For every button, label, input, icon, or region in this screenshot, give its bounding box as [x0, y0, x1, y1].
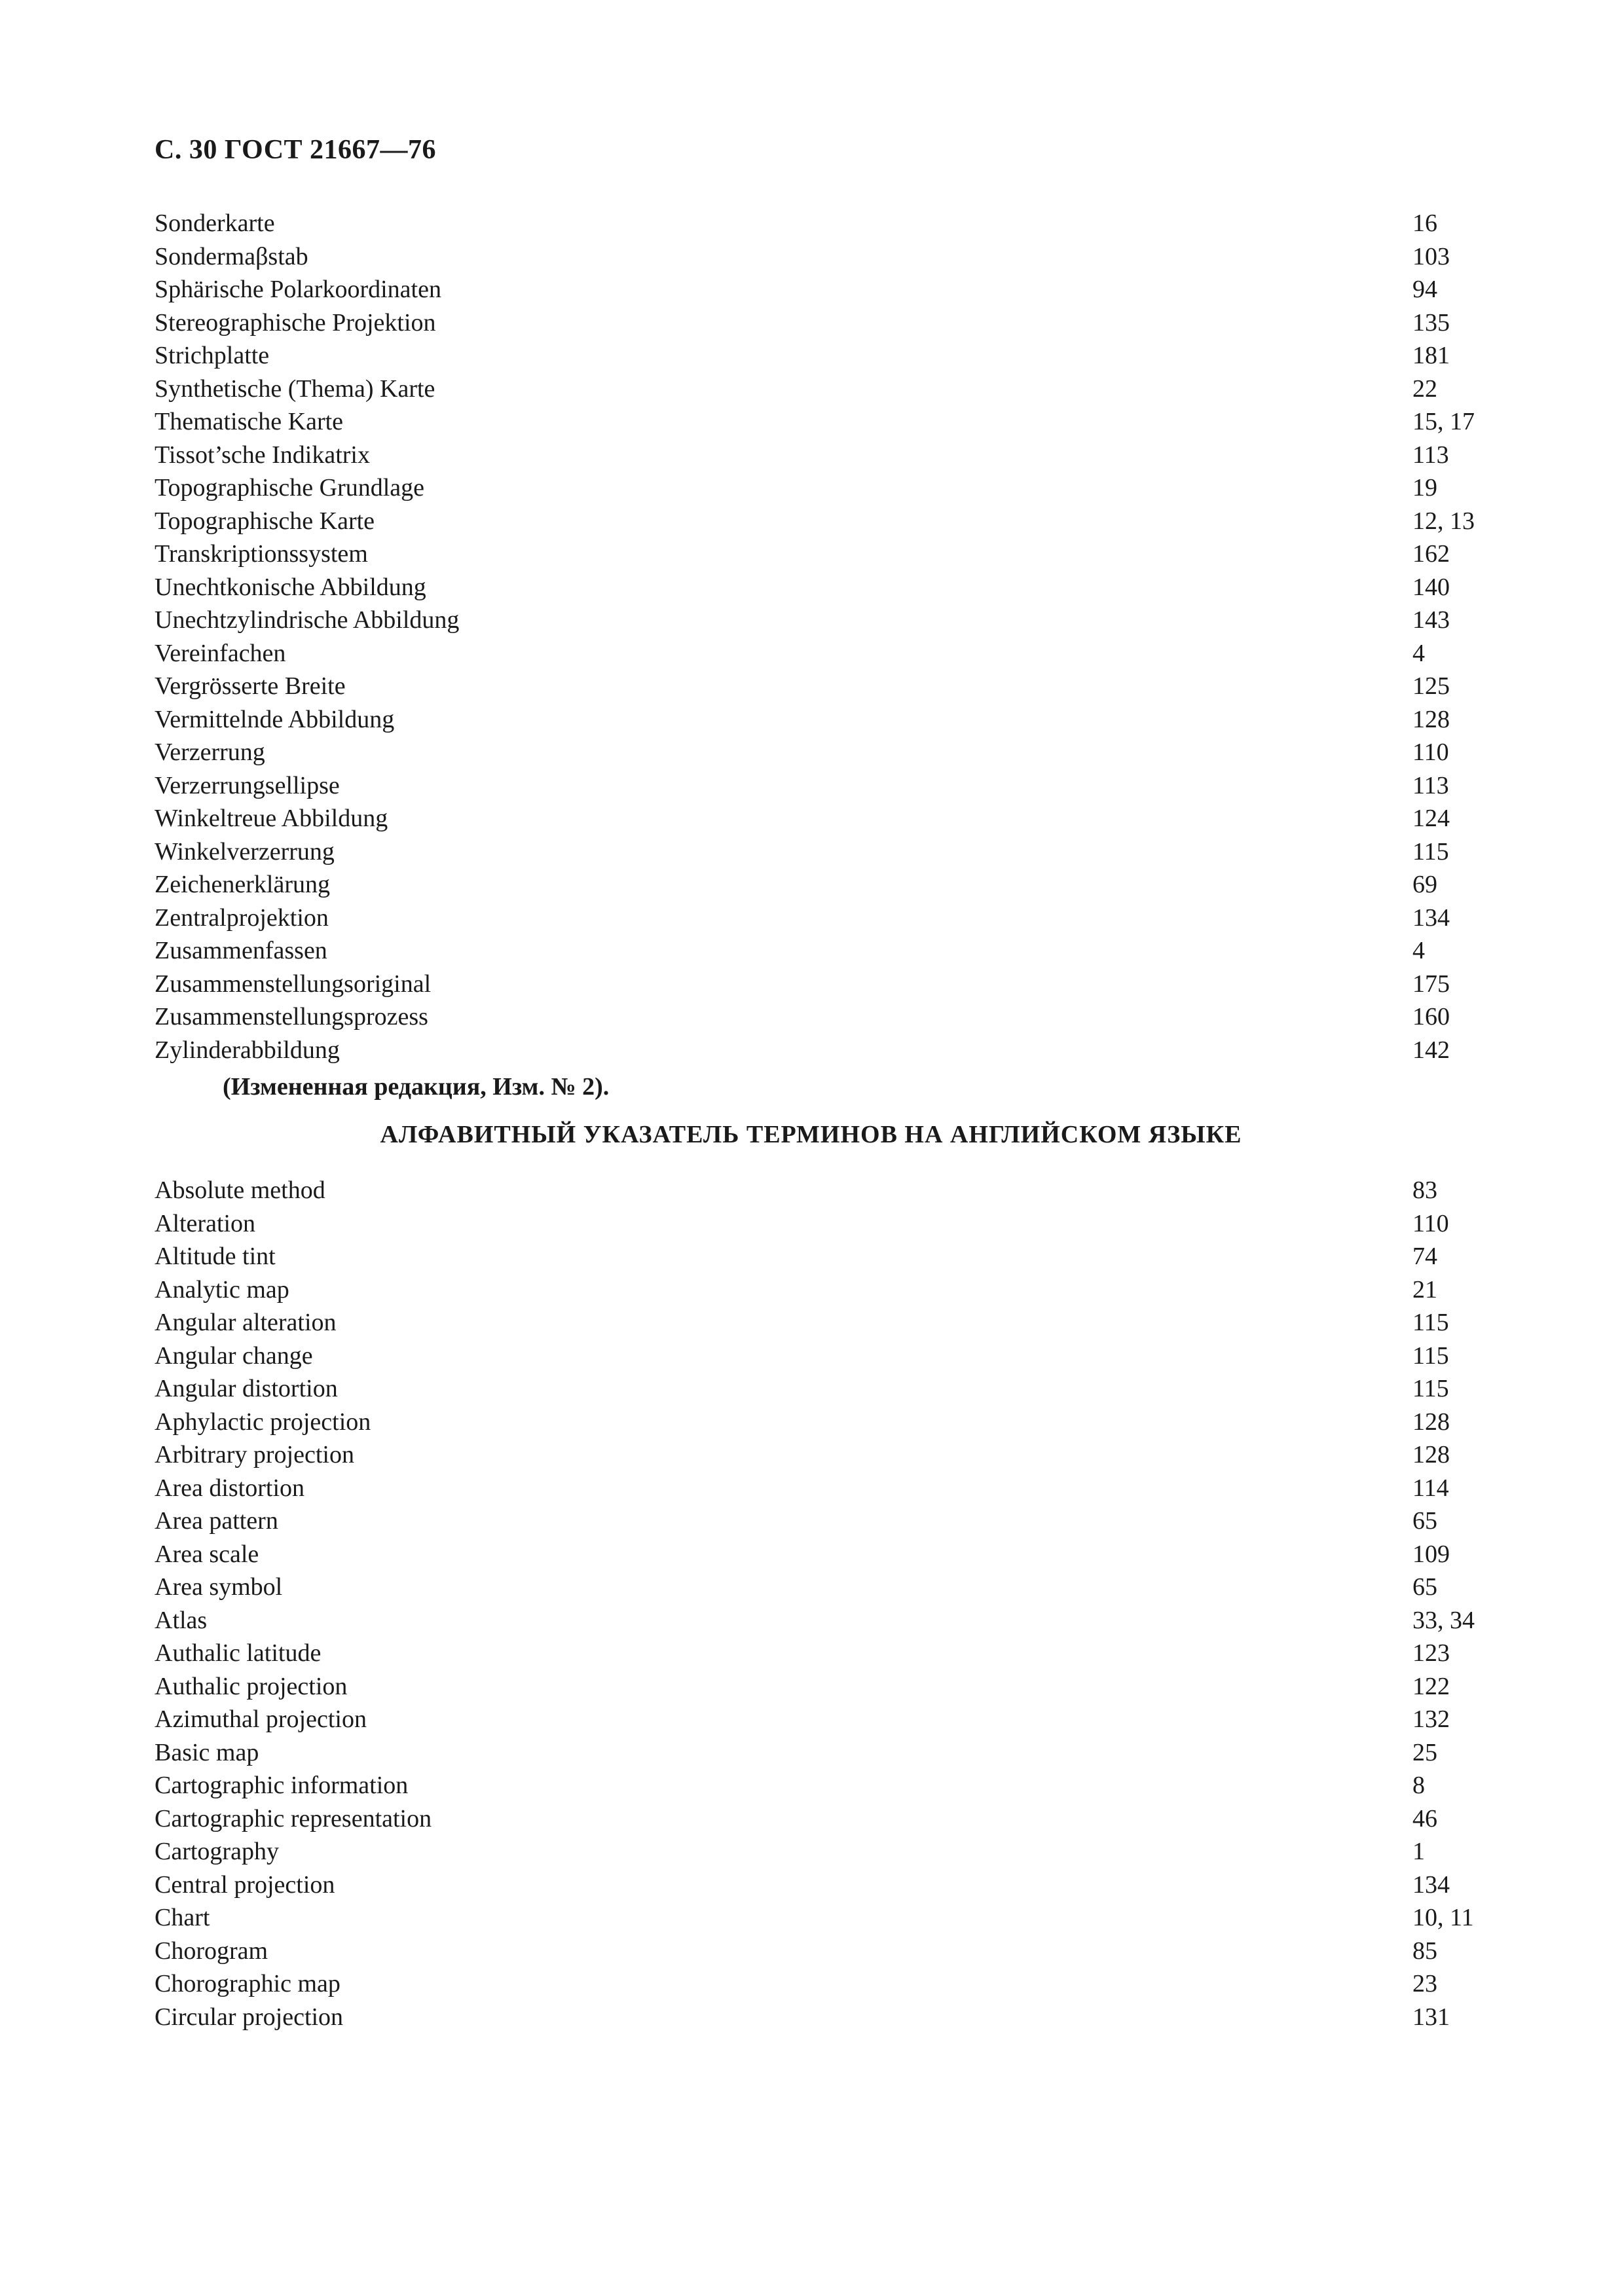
- index-reference-number: 16: [1412, 210, 1437, 237]
- index-reference-number: 21: [1412, 1275, 1437, 1303]
- index-entry: [155, 835, 1484, 869]
- index-term: Chart: [155, 1904, 210, 1931]
- index-entry: [155, 1935, 1484, 1968]
- index-term: Atlas: [155, 1606, 208, 1634]
- index-term: Tissot’sche Indikatrix: [155, 441, 370, 469]
- index-reference-number: 69: [1412, 871, 1437, 898]
- index-entry: [155, 1034, 1484, 1067]
- index-term: Winkeltreue Abbildung: [155, 805, 388, 832]
- index-entry: [155, 868, 1484, 902]
- index-reference-number: 12, 13: [1412, 507, 1475, 535]
- index-reference-number: 143: [1412, 606, 1450, 634]
- index-entry: [155, 471, 1484, 505]
- index-reference-number: 33, 34: [1412, 1606, 1475, 1634]
- index-term: Area distortion: [155, 1474, 305, 1502]
- index-entry: [155, 1372, 1484, 1406]
- index-term: Circular projection: [155, 2003, 344, 2031]
- index-entry: [155, 1273, 1484, 1307]
- english-index-heading: АЛФАВИТНЫЙ УКАЗАТЕЛЬ ТЕРМИНОВ НА АНГЛИЙСКОМ ЯЗЫКЕ: [380, 1121, 1242, 1148]
- index-reference-number: 65: [1412, 1507, 1437, 1535]
- index-entry: [155, 2001, 1484, 2034]
- index-reference-number: 115: [1412, 1309, 1449, 1336]
- index-term: Thematische Karte: [155, 408, 344, 435]
- index-reference-number: 132: [1412, 1705, 1450, 1733]
- index-entry: [155, 339, 1484, 373]
- index-entry: [155, 637, 1484, 670]
- index-entry: [155, 1835, 1484, 1868]
- index-entry: [155, 1604, 1484, 1637]
- index-entry: [155, 373, 1484, 406]
- index-reference-number: 65: [1412, 1573, 1437, 1601]
- index-reference-number: 19: [1412, 474, 1437, 501]
- index-reference-number: 128: [1412, 705, 1450, 733]
- index-term: Winkelverzerrung: [155, 837, 335, 866]
- index-entry: [155, 1504, 1484, 1538]
- index-reference-number: 135: [1412, 308, 1450, 337]
- index-reference-number: 4: [1412, 639, 1425, 667]
- index-term: Area pattern: [155, 1507, 278, 1535]
- index-entry: [155, 405, 1484, 439]
- index-reference-number: 74: [1412, 1243, 1437, 1270]
- index-entry: [155, 1637, 1484, 1670]
- index-entry: [155, 934, 1484, 968]
- index-reference-number: 103: [1412, 242, 1450, 270]
- index-term: Chorogram: [155, 1937, 268, 1965]
- index-term: Cartographic representation: [155, 1804, 432, 1832]
- index-entry: [155, 968, 1484, 1001]
- index-term: Central projection: [155, 1870, 335, 1899]
- index-reference-number: 94: [1412, 276, 1437, 303]
- index-reference-number: 122: [1412, 1672, 1450, 1700]
- index-reference-number: 113: [1412, 771, 1449, 799]
- index-reference-number: 113: [1412, 441, 1449, 469]
- index-entry: [155, 1174, 1484, 1207]
- index-reference-number: 22: [1412, 374, 1437, 403]
- index-term: Unechtzylindrische Abbildung: [155, 606, 460, 634]
- index-term: Vergrösserte Breite: [155, 672, 346, 700]
- index-entry: [155, 1538, 1484, 1571]
- index-reference-number: 142: [1412, 1036, 1450, 1064]
- index-entry: [155, 240, 1484, 274]
- index-entry: [155, 1736, 1484, 1770]
- index-term: Absolute method: [155, 1176, 325, 1204]
- index-entry: [155, 505, 1484, 538]
- index-entry: [155, 1967, 1484, 2001]
- index-entry: [155, 703, 1484, 737]
- index-reference-number: 125: [1412, 672, 1450, 700]
- index-term: Stereographische Projektion: [155, 308, 436, 337]
- german-term-index: [155, 207, 1484, 1066]
- index-reference-number: 110: [1412, 738, 1449, 766]
- index-entry: [155, 1406, 1484, 1439]
- index-term: Synthetische (Thema) Karte: [155, 374, 435, 403]
- index-term: Strichplatte: [155, 342, 270, 369]
- index-term: Zusammenstellungsprozess: [155, 1003, 428, 1030]
- index-reference-number: 23: [1412, 1970, 1437, 1997]
- index-entry: [155, 1000, 1484, 1034]
- index-entry: [155, 1339, 1484, 1373]
- index-entry: [155, 306, 1484, 340]
- index-reference-number: 46: [1412, 1804, 1437, 1832]
- index-reference-number: 85: [1412, 1937, 1437, 1965]
- index-term: Basic map: [155, 1738, 259, 1766]
- index-reference-number: 115: [1412, 1375, 1449, 1402]
- index-term: Authalic projection: [155, 1672, 348, 1700]
- index-reference-number: 134: [1412, 903, 1450, 932]
- index-term: Angular distortion: [155, 1375, 338, 1402]
- index-entry: [155, 1240, 1484, 1273]
- english-term-index: [155, 1174, 1484, 2033]
- index-term: Zusammenfassen: [155, 937, 327, 964]
- index-term: Angular change: [155, 1341, 313, 1370]
- index-reference-number: 175: [1412, 970, 1450, 998]
- index-reference-number: 110: [1412, 1209, 1449, 1237]
- index-term: Chorographic map: [155, 1970, 341, 1997]
- index-term: Vermittelnde Abbildung: [155, 705, 395, 733]
- index-reference-number: 83: [1412, 1176, 1437, 1204]
- index-term: Zeichenerklärung: [155, 871, 330, 898]
- index-entry: [155, 604, 1484, 637]
- index-term: Sphärische Polarkoordinaten: [155, 276, 441, 303]
- index-entry: [155, 1868, 1484, 1902]
- index-term: Sondermaβstab: [155, 242, 308, 270]
- index-term: Zusammenstellungsoriginal: [155, 970, 432, 998]
- index-entry: [155, 207, 1484, 240]
- index-entry: [155, 1472, 1484, 1505]
- index-reference-number: 1: [1412, 1838, 1425, 1865]
- index-term: Aphylactic projection: [155, 1408, 371, 1436]
- index-term: Cartography: [155, 1838, 279, 1865]
- index-entry: [155, 802, 1484, 835]
- index-reference-number: 162: [1412, 540, 1450, 568]
- index-reference-number: 10, 11: [1412, 1904, 1474, 1931]
- index-entry: [155, 1571, 1484, 1604]
- index-reference-number: 15, 17: [1412, 408, 1475, 435]
- index-term: Unechtkonische Abbildung: [155, 573, 426, 601]
- index-term: Zentralprojektion: [155, 903, 329, 932]
- index-term: Zylinderabbildung: [155, 1036, 340, 1064]
- index-term: Azimuthal projection: [155, 1705, 367, 1733]
- index-entry: [155, 1901, 1484, 1935]
- index-term: Vereinfachen: [155, 639, 286, 667]
- index-term: Topographische Karte: [155, 507, 375, 535]
- index-term: Sonderkarte: [155, 210, 275, 237]
- index-term: Verzerrung: [155, 738, 265, 766]
- index-term: Angular alteration: [155, 1309, 337, 1336]
- index-entry: [155, 670, 1484, 703]
- index-term: Altitude tint: [155, 1243, 276, 1270]
- index-entry: [155, 902, 1484, 935]
- index-reference-number: 124: [1412, 805, 1450, 832]
- index-reference-number: 8: [1412, 1772, 1425, 1799]
- index-entry: [155, 538, 1484, 571]
- index-term: Area symbol: [155, 1573, 283, 1601]
- index-entry: [155, 571, 1484, 604]
- index-reference-number: 131: [1412, 2003, 1450, 2031]
- index-term: Transkriptionssystem: [155, 540, 368, 568]
- index-term: Topographische Grundlage: [155, 474, 425, 501]
- index-reference-number: 115: [1412, 1341, 1449, 1370]
- page-header: С. 30 ГОСТ 21667—76: [155, 135, 437, 165]
- index-reference-number: 181: [1412, 342, 1450, 369]
- index-reference-number: 128: [1412, 1441, 1450, 1468]
- index-reference-number: 128: [1412, 1408, 1450, 1436]
- index-reference-number: 134: [1412, 1870, 1450, 1899]
- index-reference-number: 114: [1412, 1474, 1449, 1502]
- index-entry: [155, 1769, 1484, 1802]
- index-entry: [155, 273, 1484, 306]
- index-entry: [155, 1207, 1484, 1241]
- index-term: Alteration: [155, 1209, 256, 1237]
- index-term: Analytic map: [155, 1275, 289, 1303]
- index-entry: [155, 736, 1484, 769]
- index-term: Verzerrungsellipse: [155, 771, 340, 799]
- index-reference-number: 4: [1412, 937, 1425, 964]
- index-entry: [155, 1438, 1484, 1472]
- index-term: Arbitrary projection: [155, 1441, 354, 1468]
- index-term: Cartographic information: [155, 1772, 409, 1799]
- index-entry: [155, 769, 1484, 803]
- index-reference-number: 123: [1412, 1639, 1450, 1667]
- index-entry: [155, 1802, 1484, 1836]
- index-reference-number: 115: [1412, 837, 1449, 866]
- index-reference-number: 25: [1412, 1738, 1437, 1766]
- index-entry: [155, 1670, 1484, 1704]
- index-term: Authalic latitude: [155, 1639, 322, 1667]
- index-reference-number: 160: [1412, 1003, 1450, 1030]
- index-term: Area scale: [155, 1540, 259, 1568]
- index-reference-number: 109: [1412, 1540, 1450, 1568]
- edition-note: (Измененная редакция, Изм. № 2).: [223, 1073, 610, 1101]
- index-reference-number: 140: [1412, 573, 1450, 601]
- index-entry: [155, 1703, 1484, 1736]
- index-entry: [155, 439, 1484, 472]
- index-entry: [155, 1306, 1484, 1339]
